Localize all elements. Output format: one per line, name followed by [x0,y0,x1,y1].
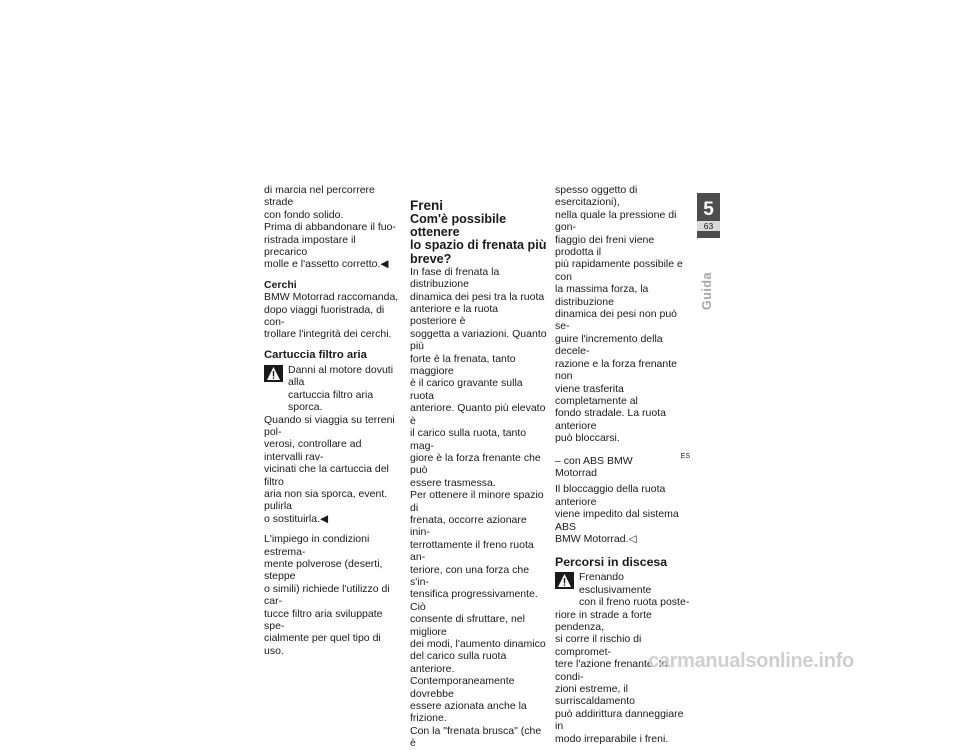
abs-superscript: ES [680,452,690,460]
warning-block [264,364,399,414]
warning-text: Danni al motore dovuti alla cartuccia filtro aria sporca. [288,363,394,414]
section-side-label: Guida [700,272,714,310]
column-2 [410,198,547,750]
paragraph: Il bloccaggio della ruota anteriore viene impedito dal sistema ABS BMW Motorrad.◁ [555,483,679,545]
paragraph: L'impiego in condizioni estrema- mente polverose (deserti, steppe o simili) richiede l'utilizzo di car- tucce filtro aria sviluppate spe- cialmente per quel tipo di uso. [264,533,390,657]
paragraph: Quando si viaggia su terreni pol- verosi, controllare ad intervalli rav- vicinati che la cartuccia del filtro aria non sia sporca, event. pulirla o sostituirla.◀ [264,413,395,525]
paragraph: spesso oggetto di esercitazioni), nella quale la pressione di gon- fiaggio dei freni viene prodotta il più rapidamente possibile e con la massima forza, la distribuzione dinamica dei pesi non può se- guire l'incremento della decele- razione e la forza frenante non viene trasferita completamente al fondo stradale. La ruota anteriore può bloccarsi. [555,184,683,445]
warning-triangle-icon [555,572,574,589]
watermark: carmanualsonline.info [648,650,854,672]
heading-cartuccia-filtro-aria: Cartuccia filtro aria [264,348,367,361]
warning-triangle-icon [264,365,283,382]
chapter-number: 5 [703,199,714,220]
chapter-tab [697,193,720,238]
paragraph: In fase di frenata la distribuzione dinamica dei pesi tra la ruota anteriore e la ruota posteriore è soggetta a variazioni. Quanto più forte è la frenata, tanto maggiore è il carico gravante sulla ruota anteriore. Quanto più elevato è il carico sulla ruota, tanto mag- giore è la forza frenante che può essere trasmessa. [410,265,547,489]
heading-freni: Freni [410,198,444,213]
heading-spazio-frenata: Com'è possibile ottenere lo spazio di frenata più breve? [410,212,547,266]
warning-block [555,571,690,608]
abs-list-item: – con ABS BMW Motorrad $^{ES}$ [555,452,690,479]
page-number: 63 [697,221,720,231]
heading-cerchi: Cerchi [264,278,297,291]
paragraph: di marcia nel percorrere strade con fondo solido. Prima di abbandonare il fuo- ristrada impostare il precarico molle e l'assetto corretto.◀ [264,184,396,271]
paragraph: BMW Motorrad raccomanda, dopo viaggi fuoristrada, di con- trollare l'integrità dei cerchi. [264,291,399,341]
warning-text: Frenando esclusivamente con il freno ruota poste- [579,571,690,609]
column-1 [264,184,399,657]
heading-percorsi-in-discesa: Percorsi in discesa [555,555,668,570]
paragraph: Per ottenere il minore spazio di frenata, occorre azionare inin- terrottamente il freno ruota an- teriore, con una forza che s'in- tensifica progressivamente. Ciò consente di sfruttare, nel migliore dei modi, l'aumento dinamico del carico sulla ruota anteriore. Contemporaneamente dovrebbe essere azionata anche la frizione. Con la "frenata brusca" (che è [410,489,546,750]
paragraph: riore in strade a forte pendenza, si corre il rischio di compromet- tere l'azione frenante. In condi- zioni estreme, il surriscaldamento può addirittura danneggiare in modo irreparabile i freni. [555,608,684,745]
